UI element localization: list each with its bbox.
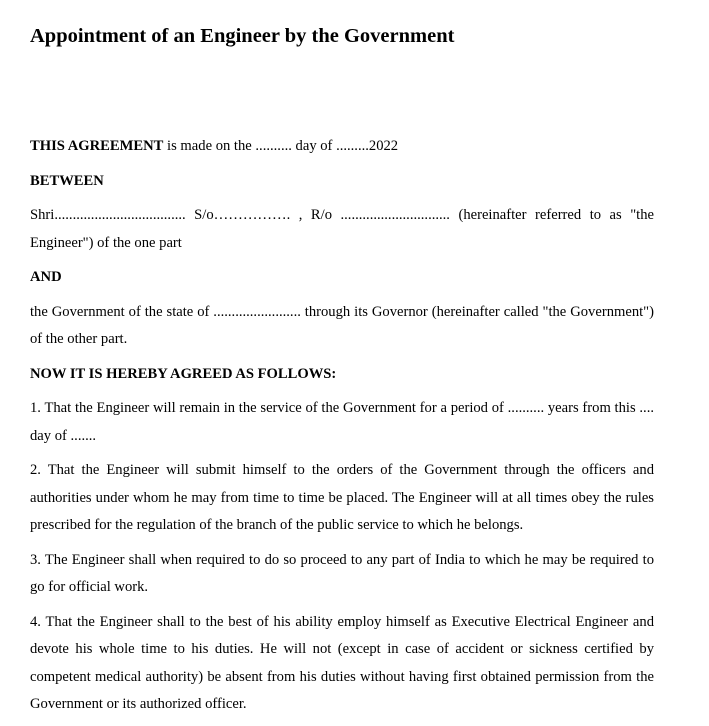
agreement-date-text: is made on the .......... day of .........2022 [163,138,399,154]
agreement-heading: THIS AGREEMENT [30,138,164,154]
document-title: Appointment of an Engineer by the Government [30,25,455,47]
party-two-paragraph: the Government of the state of ........................ through its Governor (hereinafter called "the Government") of the other part. [30,303,654,347]
clause-4: 4. That the Engineer shall to the best of his ability employ himself as Executive Electrical Engineer and devote his whole time to his duties. He will not (except in case of accident or sickness certified by competent medical authority) be absent from his duties without having first obtained permission from the Government or its authorized officer. [30,613,654,712]
document-body [30,133,654,726]
between-heading: BETWEEN [30,172,104,189]
agreement-date-line [30,133,654,161]
party-one-paragraph: Shri.................................... S/o……………. , R/o .............................. (hereinafter referred to as "the Engineer") of the one part [30,207,654,251]
clause-1: 1. That the Engineer will remain in the service of the Government for a period of .......... years from this .... day of ....... [30,400,654,444]
agreed-heading: NOW IT IS HEREBY AGREED AS FOLLOWS: [30,365,337,382]
clause-3: 3. The Engineer shall when required to do so proceed to any part of India to which he may be required to go for official work. [30,551,654,595]
and-heading: AND [30,269,62,285]
clause-2: 2. That the Engineer will submit himself to the orders of the Government through the officers and authorities under whom he may from time to time be placed. The Engineer will at all times obey the rules prescribed for the regulation of the branch of the public service to which he belongs. [30,462,654,533]
